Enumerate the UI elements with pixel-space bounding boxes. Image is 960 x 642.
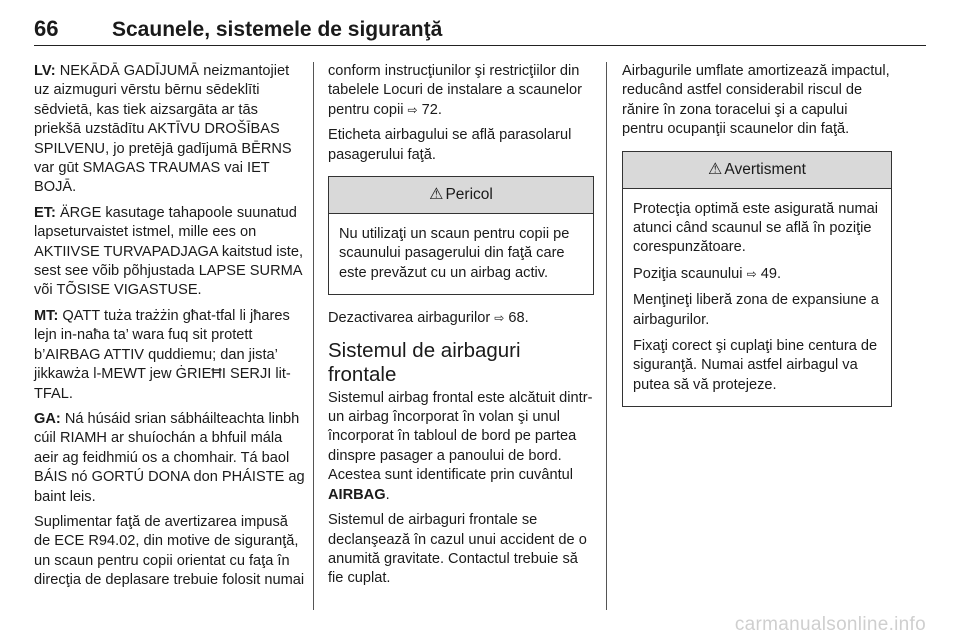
avertisment-text: Menţineţi liberă zona de expansiune a airbagurilor. xyxy=(633,292,879,328)
column-divider xyxy=(313,62,314,610)
column-middle xyxy=(328,62,594,595)
pericol-header: ⚠ Pericol xyxy=(329,177,593,214)
pericol-box xyxy=(328,176,594,295)
page-number: 66 xyxy=(34,16,59,41)
avertisment-text: Protecţia optimă este asigurată numai atunci când scaunul se află în poziţie corespunzătoare. xyxy=(633,200,878,256)
warning-et: ET: ÄRGE kasutage tahapoole suunatud lapseturvaistet istmel, mille ees on AKTIIVSE TURVAPADJAGA kaitstud iste, sest see võib põhjustada LAPSE SURMA või TÕSISE VIGASTUSE. xyxy=(34,204,303,299)
arrow-reference-icon: ⇨ xyxy=(746,266,757,281)
page-reference[interactable]: 72. xyxy=(421,101,442,118)
arrow-reference-icon: ⇨ xyxy=(494,311,505,326)
chapter-title: Scaunele, sistemele de siguranţă xyxy=(112,18,443,41)
warning-ga: GA: Ná húsáid srian sábháilteachta linbh cúil RIAMH ar shuíochán a bhfuil mála aeir ag feidhmiú os a chomhair. Tá baol BÁIS nó GORTÚ DONA don PHÁISTE ag baint leis. xyxy=(34,410,305,505)
column-divider xyxy=(606,62,607,610)
warning-lv: LV: NEKĀDĀ GADĪJUMĀ neizmantojiet uz aizmuguri vērstu bērnu sēdeklīti sēdvietā, kas tiek aizsargāta ar tās priekšā uzstādītu AKTĪVU DROŠĪBAS SPILVENU, jo pretējā gadījumā BĒRNS var gūt SMAGAS TRAUMAS vai IET BOJĀ. xyxy=(34,63,292,196)
warning-triangle-icon: ⚠ xyxy=(429,186,444,204)
page-reference[interactable]: 68. xyxy=(508,310,529,327)
paragraph: Eticheta airbagului se află parasolarul pasagerului faţă. xyxy=(328,127,572,163)
paragraph: Suplimentar faţă de avertizarea impusă de ECE R94.02, din motive de siguranţă, un scaun pentru copii orientat cu faţa în direcţia de deplasare trebuie folosit numai xyxy=(34,513,305,589)
warning-mt: MT: QATT tuża trażżin għat-tfal li jħares lejn in-naħa ta’ wara fuq sit protett b’AIRBAG ATTIV quddiemu; dan jista’ jikkawża l-MEWT jew ĠRIEĦI SERJI lit-TFAL. xyxy=(34,307,291,402)
paragraph: Sistemul de airbaguri frontale se declanşează în cazul unui accident de o anumită gravitate. Contactul trebuie să fie cuplat. xyxy=(328,512,587,587)
avertisment-text: Poziţia scaunului ⇨ 49. xyxy=(633,265,782,282)
watermark: carmanualsonline.info xyxy=(734,614,926,635)
page-header xyxy=(34,6,926,46)
column-left xyxy=(34,62,306,597)
paragraph: Dezactivarea airbagurilor ⇨ 68. xyxy=(328,310,529,327)
paragraph: conform instrucţiunilor şi restricţiilor din tabelele Locuri de instalare a scaunelor pentru copii ⇨ 72. xyxy=(328,63,582,118)
avertisment-text: Fixaţi corect şi cuplaţi bine centura de siguranţă. Numai astfel airbagul va putea să vă protejeze. xyxy=(633,338,878,393)
pericol-text: Nu utilizaţi un scaun pentru copii pe scaunului pasagerului din faţă care este prevăzut cu un airbag activ. xyxy=(339,226,570,281)
section-heading: Sistemul de airbaguri frontale xyxy=(328,338,521,386)
avertisment-header: ⚠ Avertisment xyxy=(623,152,891,189)
avertisment-box xyxy=(622,151,892,408)
warning-triangle-icon: ⚠ xyxy=(708,160,723,178)
paragraph: Sistemul airbag frontal este alcătuit dintr-un airbag încorporat în volan şi unul încorporat în tabloul de bord pe partea dinspre pasager a panoului de bord. Acestea sunt identificate prin cuvântul AIRBAG. xyxy=(328,389,593,503)
arrow-reference-icon: ⇨ xyxy=(407,102,418,117)
paragraph: Airbagurile umflate amortizează impactul, reducând astfel considerabil riscul de rănire în zona toracelui şi a capului pentru ocupanţii scaunelor din faţă. xyxy=(622,63,890,138)
page-reference[interactable]: 49. xyxy=(760,265,782,282)
column-right xyxy=(622,62,892,421)
